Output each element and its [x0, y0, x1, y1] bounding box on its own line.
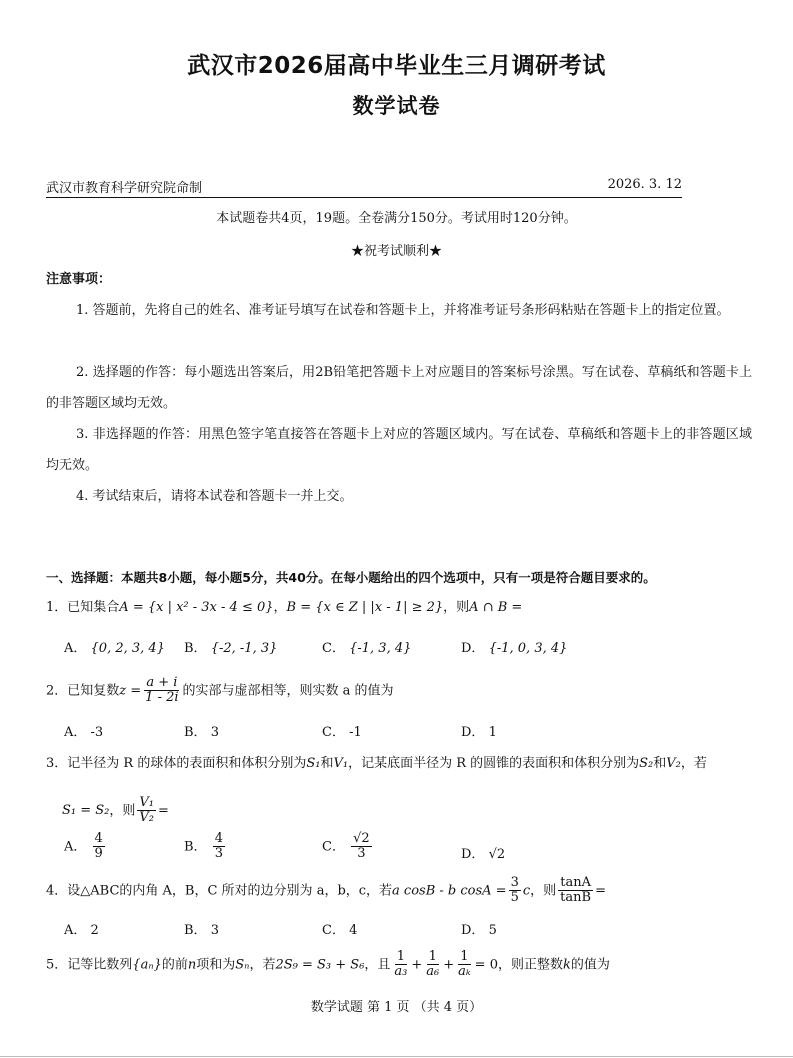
q2-option-c-value: -1: [349, 725, 362, 740]
q3-v1: V₁: [333, 756, 349, 771]
q3-text-c: ，若: [680, 756, 707, 771]
q2-option-b-label: B．: [184, 725, 207, 740]
q2-option-a-value: -3: [90, 725, 104, 740]
q1-set-b: B = {x ∈ Z | |x - 1| ≥ 2}: [286, 600, 444, 615]
page-footer: 数学试题 第 1 页 （共 4 页）: [310, 1000, 483, 1015]
q4-fraction: [509, 876, 521, 906]
q4-option-d-value: 5: [488, 923, 497, 938]
q5-frac-2-num: 1: [428, 949, 437, 964]
q5-frac-1-num: 1: [396, 949, 406, 964]
q5-frac-2-den: a₆: [426, 964, 440, 980]
q1-option-b: [184, 637, 277, 656]
bottom-divider: [0, 1056, 793, 1057]
q2-fraction: [143, 676, 180, 706]
question-1: [46, 596, 752, 615]
q5-eq-zero: = 0: [474, 957, 498, 973]
q2-z: z =: [119, 683, 142, 699]
section-1-heading: 一、选择题：本题共8小题，每小题5分，共40分。在每小题给出的四个选项中，只有一项是符合题目要求的。: [46, 570, 656, 585]
q4-expr: a cosB - b cosA =: [392, 883, 507, 899]
q5-condition: 2S₉ = S₃ + S₆: [275, 957, 365, 973]
q2-text-a: 已知复数: [67, 683, 120, 699]
notice-item-1-text: 1. 答题前，先将自己的姓名、准考证号填写在试卷和答题卡上，并将准考证号条形码粘贴在答题卡上的指定位置。: [76, 303, 730, 318]
q3-option-a-den: 9: [94, 846, 103, 862]
q1-option-c-label: C．: [322, 641, 345, 656]
q1-expr: A ∩ B =: [469, 600, 523, 615]
q4-option-a-value: 2: [90, 923, 99, 938]
q3-and-1: 和: [320, 756, 334, 771]
question-2: [46, 676, 752, 706]
q3-ratio-num: V₁: [139, 795, 155, 810]
q5-text-g: 的值为: [570, 957, 610, 973]
issuer: 武汉市教育科学研究院命制: [46, 181, 203, 196]
q2-option-c: [322, 721, 362, 740]
q5-frac-1-den: a₃: [394, 964, 408, 980]
q3-option-b-num: 4: [214, 831, 223, 846]
q3-option-a-label: A．: [64, 839, 87, 855]
q1-option-c: [322, 637, 411, 656]
q3-option-d-value: √2: [488, 847, 506, 862]
q3-and-2: 和: [653, 756, 667, 771]
q3-ratio: [137, 796, 156, 826]
q1-number: 1．: [46, 600, 68, 615]
q1-option-d-label: D．: [461, 641, 485, 656]
q4-text-a: 设△ABC的内角 A，B，C 所对的边分别为 a，b，c，若: [67, 883, 393, 899]
q3-option-d-label: D．: [461, 847, 485, 862]
q3-ratio-den: V₂: [139, 810, 155, 826]
q4-option-b-value: 3: [210, 923, 219, 938]
q2-option-c-label: C．: [322, 725, 345, 740]
q5-frac-3-num: 1: [460, 949, 469, 964]
q3-option-d: [461, 843, 505, 862]
q4-c: c: [522, 883, 531, 899]
q3-option-b-label: B．: [184, 839, 207, 855]
q3-text-d: ，则: [109, 803, 136, 819]
q5-text-e: ，且: [364, 957, 391, 973]
q4-frac-num: 3: [510, 875, 519, 890]
question-5: 5．记等比数列{aₙ}的前n项和为Sₙ，若2S₉ = S₃ + S₆，且 $\frac{1}{\text{a₃}}$ + $\frac{1}{\text{a₆}}$ + $\frac{1}{\text{aₖ}}$ = 0，则正整数k的值为: [46, 949, 610, 980]
q3-s2: S₂: [639, 756, 654, 771]
q1-text-b: ，则: [443, 600, 470, 615]
q5-text-f: ，则正整数: [497, 957, 563, 973]
q1-set-a: A = {x | x² - 3x - 4 ≤ 0}: [119, 600, 274, 615]
q2-option-a: [64, 721, 103, 740]
q4-option-b-label: B．: [184, 923, 207, 938]
notice-item-4-text: 4. 考试结束后，请将本试卷和答题卡一并上交。: [76, 489, 353, 504]
q4-text-b: ，则: [530, 883, 557, 899]
q3-option-b: [184, 832, 227, 862]
q1-option-a: [64, 637, 165, 656]
q3-option-a-frac: [93, 832, 105, 862]
q5-seq: {aₙ}: [132, 957, 162, 973]
q5-k: k: [562, 957, 571, 973]
q5-text-a: 记等比数列: [67, 957, 133, 973]
q3-text-b: ，记某底面半径为 R 的圆锥的表面积和体积分别为: [348, 756, 640, 771]
q2-option-b: [184, 721, 219, 740]
q3-option-c-num: √2: [353, 831, 370, 846]
q4-option-a: [64, 919, 99, 938]
q4-option-c-value: 4: [349, 923, 358, 938]
q1-option-d-value: {-1, 0, 3, 4}: [488, 641, 568, 656]
q1-option-a-value: {0, 2, 3, 4}: [90, 641, 165, 656]
q5-frac-3: [456, 950, 473, 980]
q1-option-c-value: {-1, 3, 4}: [349, 641, 412, 656]
q2-option-b-value: 3: [210, 725, 219, 740]
q3-s1: S₁: [306, 756, 321, 771]
good-luck-wish: ★祝考试顺利★: [350, 244, 442, 259]
q5-text-c: 项和为: [196, 957, 236, 973]
q3-option-b-frac: [213, 832, 225, 862]
q3-text-a: 记半径为 R 的球体的表面积和体积分别为: [67, 756, 307, 771]
q1-text-a: 已知集合: [67, 600, 120, 615]
q4-option-c-label: C．: [322, 923, 345, 938]
notice-item-2-text: 2. 选择题的作答：每小题选出答案后，用2B铅笔把答题卡上对应题目的答案标号涂黑。写在试卷、草稿纸和答题卡上的非答题区域均无效。: [46, 365, 752, 411]
q3-option-c-label: C．: [322, 839, 345, 855]
notice-item-3: [46, 419, 752, 481]
q2-option-d-value: 1: [488, 725, 497, 740]
q2-number: 2．: [46, 683, 68, 699]
question-3-line-2: [46, 796, 752, 826]
q3-eq: =: [158, 803, 169, 819]
notice-item-1: [46, 295, 752, 326]
issuer-line: [46, 177, 682, 198]
q4-number: 4．: [46, 883, 68, 899]
q4-option-b: [184, 919, 219, 938]
notice-item-3-text: 3. 非选择题的作答：用黑色签字笔直接答在答题卡上对应的答题区域内。写在试卷、草稿纸和答题卡上的非答题区域均无效。: [46, 427, 752, 473]
notice-item-2: [46, 357, 752, 419]
q4-option-a-label: A．: [64, 923, 87, 938]
notice-item-4: [46, 481, 752, 512]
q3-option-c: [322, 832, 374, 862]
q2-denominator: 1 - 2i: [145, 690, 179, 706]
q5-frac-1: [392, 950, 409, 980]
q2-text-b: 的实部与虚部相等，则实数 a 的值为: [182, 683, 394, 699]
q4-frac-den: 5: [510, 890, 519, 906]
q4-option-c: [322, 919, 357, 938]
q5-sn: Sₙ: [235, 957, 250, 973]
q3-option-c-den: 3: [357, 846, 366, 862]
q1-option-b-value: {-2, -1, 3}: [210, 641, 278, 656]
q1-option-d: [461, 637, 567, 656]
q1-sep: ，: [273, 600, 287, 615]
q4-tan-den: tanB: [560, 890, 592, 906]
q4-option-d: [461, 919, 497, 938]
q3-option-a-num: 4: [94, 831, 103, 846]
q3-v2: V₂: [666, 756, 681, 771]
q5-n: n: [187, 957, 197, 973]
q3-option-a: [64, 832, 107, 862]
q5-text-d: ，若: [249, 957, 276, 973]
exam-title: 武汉市2026届高中毕业生三月调研考试: [187, 53, 606, 79]
q2-option-a-label: A．: [64, 725, 87, 740]
q3-option-b-den: 3: [214, 846, 223, 862]
q4-eq: =: [595, 883, 606, 899]
exam-info: 本试题卷共4页，19题。全卷满分150分。考试用时120分钟。: [216, 211, 577, 226]
q4-tan-num: tanA: [560, 875, 591, 890]
q1-option-a-label: A．: [64, 641, 87, 656]
notice-heading: 注意事项：: [46, 272, 112, 287]
exam-subtitle: 数学试卷: [352, 94, 441, 118]
q3-number: 3．: [46, 756, 68, 771]
question-4: [46, 876, 752, 906]
q5-number: 5．: [46, 957, 68, 973]
q3-option-c-frac: [351, 832, 372, 862]
q5-frac-2: [424, 950, 441, 980]
q2-numerator: a + i: [146, 675, 178, 690]
q4-option-d-label: D．: [461, 923, 485, 938]
q2-option-d: [461, 721, 497, 740]
question-3: [46, 752, 752, 771]
q3-condition: S₁ = S₂: [62, 803, 110, 819]
q5-frac-3-den: aₖ: [458, 964, 471, 980]
q2-option-d-label: D．: [461, 725, 485, 740]
exam-date: 2026. 3. 12: [607, 177, 682, 192]
q4-tan-ratio: [558, 876, 593, 906]
q1-option-b-label: B．: [184, 641, 207, 656]
q5-text-b: 的前: [161, 957, 188, 973]
